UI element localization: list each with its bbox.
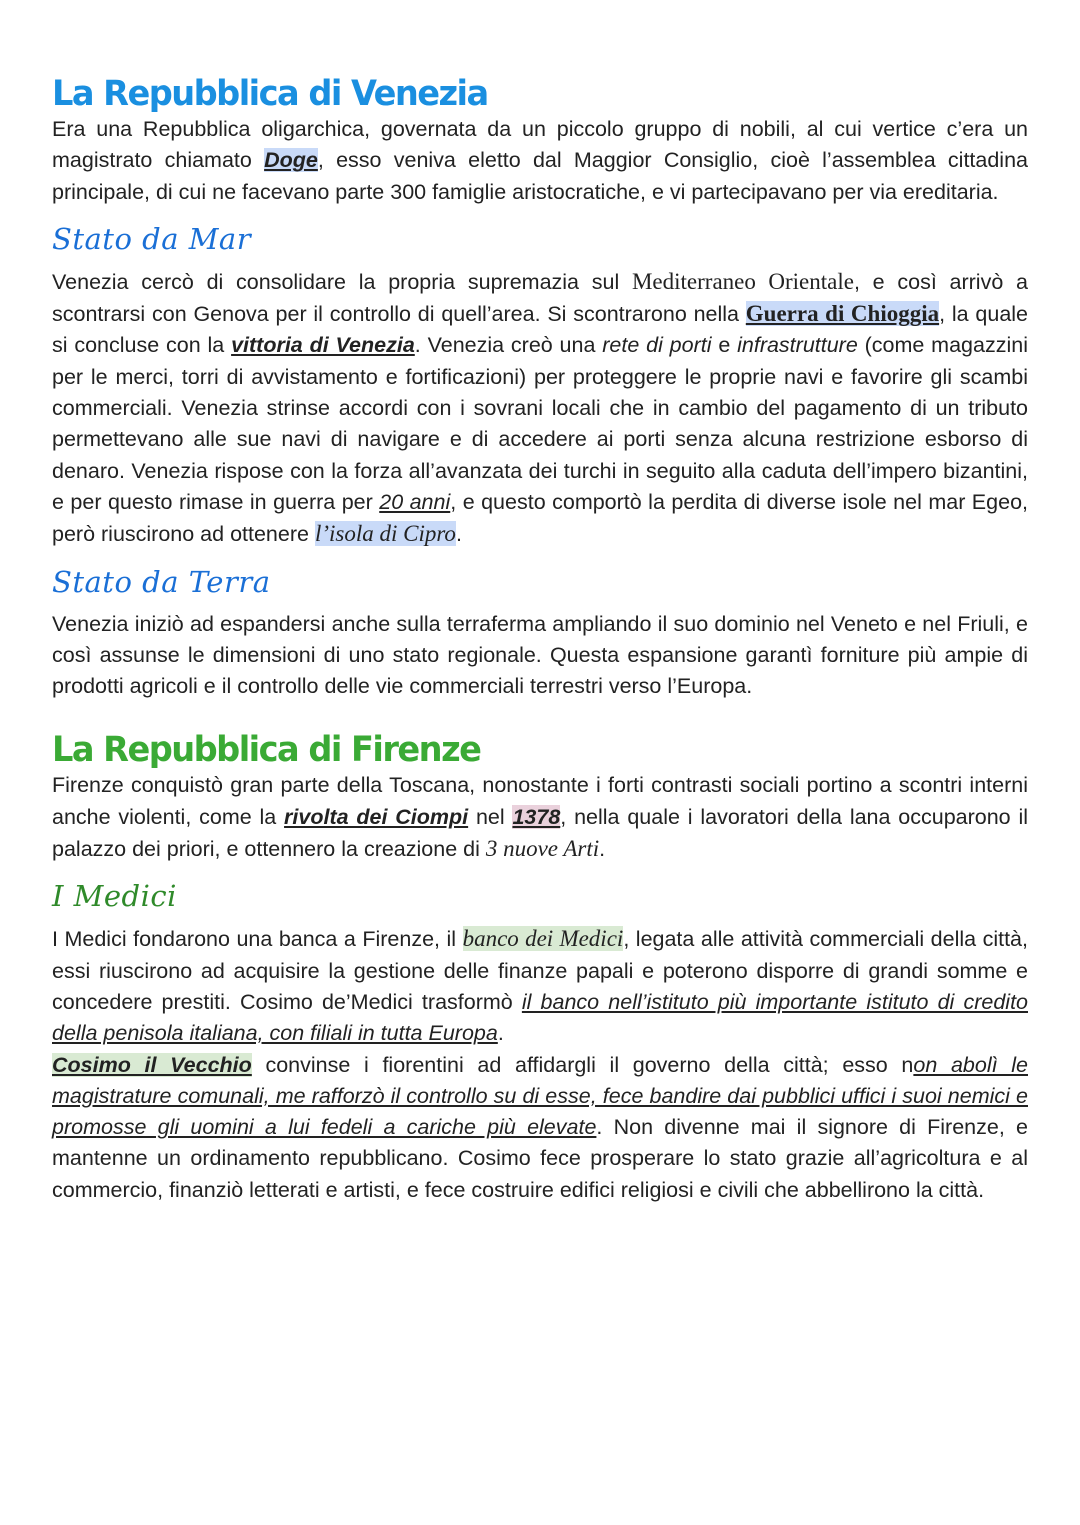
nuove-arti-term: 3 nuove Arti xyxy=(485,836,600,862)
text-run: , la quale si concluse con la xyxy=(52,302,1029,358)
rete-porti-term: rete di porti xyxy=(602,333,712,358)
rivolta-ciompi-term: rivolta dei Ciompi xyxy=(284,804,469,829)
stato-da-terra-paragraph: Venezia iniziò ad espandersi anche sulla terraferma ampliando il suo dominio nel Veneto e nel Friuli, e così assunse le dimensioni di uno stato regionale. Questa espansione garantì forniture più ampie di prodotti agricoli e il controllo delle vie commerciali terrestri verso l’Europa. xyxy=(52,611,1028,699)
anno-1378-term: 1378 xyxy=(512,804,561,829)
subheading-stato-da-mar: Stato da Mar xyxy=(52,221,252,256)
banco-medici-term: banco dei Medici xyxy=(462,926,624,952)
text-run: , esso veniva eletto dal Maggior Consiglio, cioè l’assemblea cittadina principale, di cui ne facevano parte 300 famiglie aristocratiche, e vi partecipavano per via ereditaria. xyxy=(52,148,1029,204)
text-run: , nella quale i lavoratori della lana occuparono il palazzo dei priori, e ottennero la creazione di xyxy=(52,804,1029,862)
doge-term: Doge xyxy=(264,148,318,173)
section-title-venezia: La Repubblica di Venezia xyxy=(52,74,488,114)
text-run: Venezia cercò di consolidare la propria supremazia sul xyxy=(52,269,632,294)
text-run: e xyxy=(711,333,738,358)
subheading-i-medici: I Medici xyxy=(52,879,177,914)
mediterraneo-term: Mediterraneo Orientale xyxy=(631,268,854,294)
text-run: . Non divenne mai il signore di Firenze, e mantenne un ordinamento repubblicano. Cosimo fece prosperare lo stato grazie all’agricoltura e al commercio, finanziò letterati e artisti, e fece costruire edifici religiosi e civili che abbellirono la città. xyxy=(52,1115,1028,1202)
venezia-intro-paragraph xyxy=(52,114,1028,208)
infrastrutture-term: infrastrutture xyxy=(737,333,858,358)
firenze-intro-paragraph xyxy=(52,770,1028,865)
document-page xyxy=(52,74,1028,1206)
text-run: . xyxy=(599,837,606,862)
text-run: . xyxy=(455,522,462,547)
medici-paragraph xyxy=(52,923,1028,1206)
text-run: . Venezia creò una xyxy=(414,333,603,358)
text-run: . xyxy=(497,1021,504,1046)
text-run: , e così arrivò a scontrarsi con Genova per il controllo di quell’area. Si scontrarono nella xyxy=(52,269,1028,327)
guerra-chioggia-term: Guerra di Chioggia xyxy=(745,301,940,327)
magistrature-term: on abolì le magistrature comunali, me rafforzò il controllo su di esse, fece bandire dai pubblici uffici i suoi nemici e promosse gli uomini a lui fedeli a cariche più elevate xyxy=(52,1052,1028,1140)
cosimo-vecchio-term: Cosimo il Vecchio xyxy=(52,1052,252,1077)
text-run: nel xyxy=(468,804,513,829)
istituto-credito-term: il banco nell’istituto più importante istituto di credito della penisola italiana, con filiali in tutta Europa xyxy=(52,989,1028,1046)
stato-da-mar-paragraph xyxy=(52,266,1028,551)
text-run: Era una Repubblica oligarchica, governata da un piccolo gruppo di nobili, al cui vertice c’era un magistrato chiamato xyxy=(52,117,1028,173)
text-run: I Medici fondarono una banca a Firenze, il xyxy=(52,927,463,952)
venti-anni-term: 20 anni xyxy=(379,489,451,514)
text-run: (come magazzini per le merci, torri di avvistamento e fortificazioni) per proteggere le proprie navi e favorire gli scambi commerciali. Venezia strinse accordi con i sovrani locali che in cambio del pagamento di un tributo permettevano alle sue navi di navigare e di accedere ai porti senza alcuna restrizione esborso di denaro. Venezia rispose con la forza all’avanzata dei turchi in seguito alla caduta dell’impero bizantini, e per questo rimase in guerra per xyxy=(52,333,1028,514)
isola-cipro-term: l’isola di Cipro xyxy=(314,521,456,547)
text-run: Firenze conquistò gran parte della Toscana, nonostante i forti contrasti sociali portino a scontri interni anche violenti, come la xyxy=(52,773,1028,829)
text-run: convinse i fiorentini ad affidargli il governo della città; esso n xyxy=(251,1052,914,1077)
subheading-stato-da-terra: Stato da Terra xyxy=(52,564,271,599)
text-run: , legata alle attività commerciali della città, essi riuscirono ad acquisire la gestione delle finanze papali e poterono disporre di grandi somme e concedere prestiti. Cosimo de’Medici trasformò xyxy=(52,927,1028,1014)
vittoria-venezia-term: vittoria di Venezia xyxy=(231,333,415,358)
section-title-firenze: La Repubblica di Firenze xyxy=(52,730,481,771)
text-run: , e questo comportò la perdita di diverse isole nel mar Egeo, però riuscirono ad ottenere xyxy=(52,489,1028,547)
